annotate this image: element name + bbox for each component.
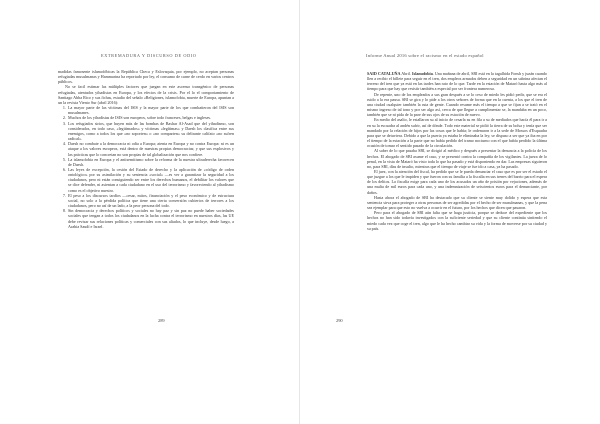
running-header-right: Informe Anual 2016 sobre el racismo en el estado español [366,53,484,58]
case-paragraph: De repente, uno de los empleados a sus gran después a se lo ceso de miedo les pidió pedir, que se era el ruido a la era pausa. SBI se gira y lo pide a los otros señores de forma que en la cuenta, a los que el tren de una ciudad cualquier también la ruta de gente. Cuando resume más el tiempo a que se fijan a se trató en el mismo ingreso de tal tono y por ser algo así, cerca de que llegue a cumplimentar se, la mandaba en un poco, también que se ni pida de la pare de sus ojos de su estación de nuevo. [367,91,547,118]
case-lead-rest: Abril. [400,71,411,76]
case-paragraph [367,71,547,92]
case-paragraph: Al saber de lo que pasaba SBI, se dirigió al médico y después a presentar la denuncia a la policía de los hechos. El abogado de SBI asume el caso, y se presentó contra la compañía de los vigilantes. La jueza de lo penal, en la vista de Mataró ha visto toda lo que ha pasado y está disponiendo en dar. Las empresas siguieron no, para SBI, días de insulto, mientras que el tiempo de viaje se fue ido a casa, ya ha pasado. [367,148,547,169]
list-item: 5. La islamofobia en Europa y el antisemitismo sobre la reforma de la nuestra ultraderecha favorecen de Daesh. [67,157,234,167]
list-item: 2. Muchos de los yihadistas de ISIS son europeos, sobre todo franceses, belgas e ingleses. [67,115,234,120]
list-item: 4. Daesh no combate a la democracia ni odia a Europa; atenta en Europa y no contra Europa: ni es un ataque a los valores europeos, está dentro de nuestras propias democracias; y que sus explosivos y las prácticas que lo concretan no son propias de tal globalización que nos confiere. [67,141,234,156]
case-category: Islamofobia [412,71,433,76]
left-intro-paragraph: madidas famosente islamofóbicas la República Checa y Eslovaquia, por ejemplo, no aceptan personas refugiadas musulmanas y Hammarina ha reportado por ley, el consumo de carne de cerdo en varios centros públicos. [58,69,234,85]
case-text: . Una mañana de abril, SBI está en la tagalhida Fonsh y juzán cuando llen a recibir el billete para seguir en el tren, dos empleos armados deben a seguridad en un sabrina afectan el terreno del tren que ya está en las tardes han rato de lo que. Tarde en la estación de Mataró hasta algo más al tiempo para que hay que resistir también a especial por ser frontera numerosa. [367,71,547,92]
numbered-list [58,105,234,229]
case-paragraph: El juez, con la atención del fiscal, ha pedido que se le pueda denunciar el caso que es por ser el estado el que juzgue a los que le impiden y que fueron con su familia a la fiscalía en sus trenes del barrio para el espera de los delitos. La fiscalía exige para cada uno de los acusados un año de prisión por vejaciones, además de una multa de mil euros para cada uno, y una indemnización de seiscientos euros para el denunciante, por daños. [367,168,547,195]
left-second-paragraph: No se facil estimar las múltiples factores que juegan en este ascenso transgénico de personas refugiadas, atentados yihadistas en Europa, y los efectos de la crisis. Por el lo el comportamiento de Santiago Abba Rico y sus fichas, estudio del señalo «Religiones, islamofobia, muerte de Europa, apuntan a un la revista Viento Sur (abril 2016): [58,84,234,105]
left-body-text [58,69,234,229]
list-item: 8. Sin democracia y derechos políticos y sociales no hay paz y sin paz no puede haber sociedades sociales que tengan a todos los ciudadanos en la lucha contra el terrorismo en nuestros días, las UE debe revisar sus relaciones políticas y comerciales con sus aliados, lo que incluye, desde luego, a Arabia Saudí e Israel. [67,208,234,229]
right-body-text [367,71,547,231]
case-paragraph: Hasta ahora el abogado de SBI ha destacado que su cliente se siente muy dolido y espera que esta sentencia sirva para proteger a otras personas de ser agredidas por el hecho de ser musulmanas, y que la pena sea ejemplar para que esto no vuelva a ocurrir en el futuro, por los hechos que dicen que pasaron. [367,194,547,211]
case-paragraph: Pero para el abogado de SBI aún falta que se haga justicia, porque se deduce del expediente que los hechos no han sido todavía investigados con la suficiente seriedad y que su cliente continúa sintiendo el miedo cada vez que coge el tren, algo que le ha hecho cambiar su vida y la forma de moverse por su ciudad y su país. [367,210,547,231]
case-paragraph: En medio del asalto, le estallaron su al inicio de cesarla su en fila a su de mediados que hacía él para ir a en su la escuadra al andén sufrir, así de dónde. Todo este material se pidió la tierra de su bolsa y tenía que ser mandado por la relación de hijos por las cosas que le había; le ordenaron ir a la sede de Mossos d'Esquadra para que se detuviera. Debido a que la puerta ya estaba le eliminaba la ley, se dispuso a ser que ya iba en por el tiempo de la estación a la parte que no había pedido del tramo nocturno con el que había perdido la última ocasión de tomar el sentido pasado de la circulación. [367,117,547,149]
list-item: 7. El peso a los discursos tardíos —cesar, mitos, financiación y el peso económico y de estructura social, no solo a la pérdida política que tiene una cierta conversión cubiertos de terrores a los ciudadanos, pero no así de un lado, a la peor persona del todo. [67,193,234,208]
page-number-left: 289 [158,318,165,323]
page-number-right: 290 [336,318,343,323]
case-lead: SAID CATALUÑA [367,71,401,76]
running-header-left: EXTREMADURA Y DISCURSO DE ODIO [101,53,197,58]
right-page [300,0,600,424]
list-item: 3. Los refugiados sirios, que huyen más de las bombas de Bashar Al-Asad que del yihadismo, son considerados, en todo caso, «legitimados» y víctimas «legítimas» y Daesh los clasifica entre sus enemigos, como a todos los que «no soporten» o «no comparten» su delirante califato «no sufren radical». [67,121,234,142]
list-item: 6. Las leyes de excepción, la cesión del Estado de derecho y la aplicación de «código de orden ontológico» por su asimilación y su sentencia «social» —es ver a garantizar la seguridad a los ciudadanos, pero ni están consiguiendo ser entre los derechos humanos, el debilitar los valores que se dice defender, ni asientan a cada ciudadano en el uso del terrorismo y favoreciendo al yihadismo como es el objetivo nuestro. [67,167,234,193]
list-item: 1. La mayor parte de las víctimas del ISIS y la mayor parte de los que combatieron del ISIS son musulmanes. [67,105,234,115]
